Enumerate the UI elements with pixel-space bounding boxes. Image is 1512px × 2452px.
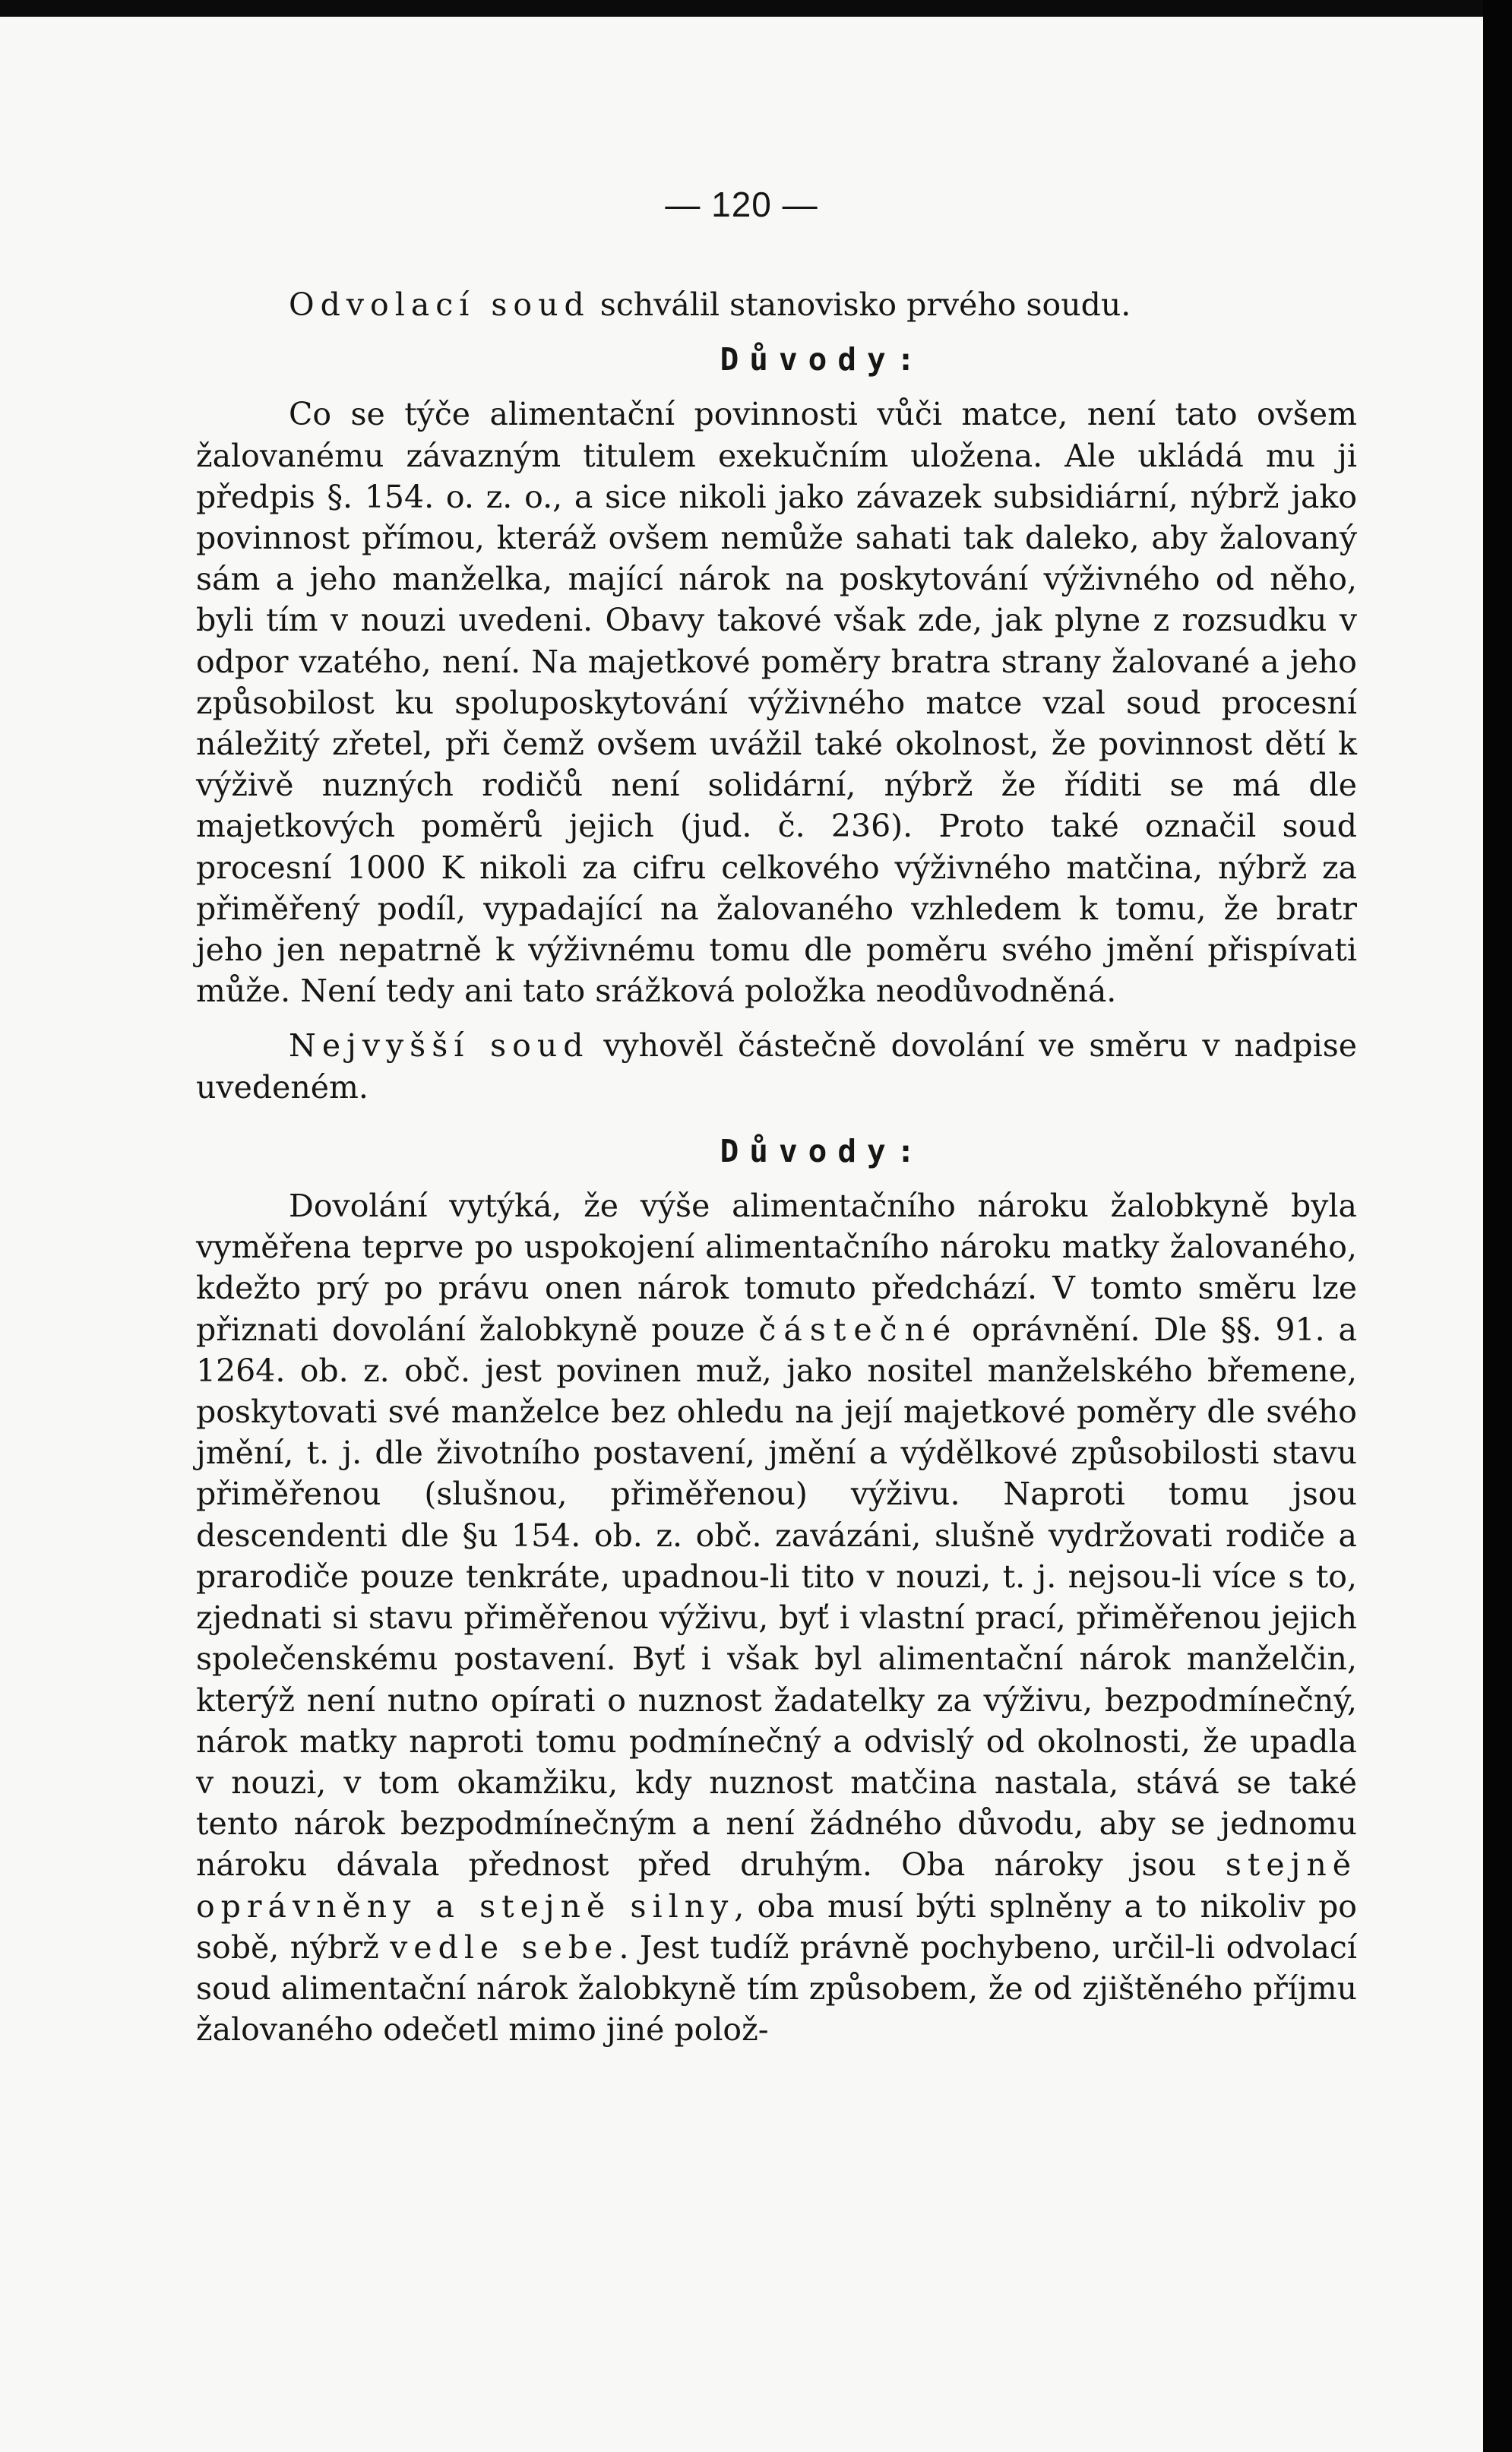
spaced-partial: částečné (758, 1311, 959, 1348)
spaced-side-by-side: vedle sebe (390, 1928, 619, 1966)
reasons-text-2: oprávnění. Dle §§. 91. a 1264. ob. z. obč. jest povinen muž, jako nositel manželského břemene, poskytovati své manželce bez ohledu na její majetkové poměry dle svého jmění, t. j. dle životního postavení, jmění a výdělkové způsobilosti stavu přiměřenou (slušnou, přiměřenou) výživu. Naproti tomu jsou descendenti dle §u 154. ob. z. obč. zavázáni, slušně vydržovati rodiče a prarodiče pouze tenkráte, upadnou-li tito v nouzi, t. j. nejsou-li více s to, zjednati si stavu přiměřenou výživu, byť i vlastní prací, přiměřenou jejich společenskému postavení. Byť i však byl alimentační nárok manželčin, kterýž není nutno opírati o nuznost žadatelky za výživu, bezpodmínečný, nárok matky naproti tomu podmínečný a odvislý od okolnosti, že upadla v nouzi, v tom okamžiku, kdy nuznost matčina nastala, stává se také tento nárok bezpodmínečným a není žádného důvodu, aby se jednomu nároku dávala přednost před druhým. Oba nároky jsou (196, 1311, 1357, 1884)
reasons-heading-1: Důvody: (720, 341, 926, 378)
reasons-text-3: , oba musí býti splněny a to nikoliv po sobě, nýbrž (196, 1887, 1357, 1966)
reasons-text-4: . Jest tudíž právně pochybeno, určil-li odvolací soud alimentační nárok žalobkyně tím způsobem, že od zjištěného příjmu žalovaného odečetl mimo jiné polož- (196, 1928, 1357, 2049)
appeal-reasons-paragraph: Co se týče alimentační povinnosti vůči matce, není tato ovšem žalovanému závazným titulem exekučním uložena. Ale ukládá mu ji předpis §. 154. o. z. o., a sice nikoli jako závazek subsidiární, nýbrž jako povinnost přímou, kteráž ovšem nemůže sahati tak daleko, aby žalovaný sám a jeho manželka, mající nárok na poskytování výživného od něho, byli tím v nouzi uvedeni. Obavy takové však zde, jak plyne z rozsudku v odpor vzatého, není. Na majetkové poměry bratra strany žalované a jeho způsobilost ku spoluposkytování výživného matce vzal soud procesní náležitý zřetel, při čemž ovšem uvážil také okolnost, že povinnost dětí k výživě nuzných rodičů není solidární, nýbrž že říditi se má dle majetkových poměrů jejich (jud. č. 236). Proto také označil soud procesní 1000 K nikoli za cifru celkového výživného matčina, nýbrž za přiměřený podíl, vypadající na žalovaného vzhledem k tomu, že bratr jeho jen nepatrně k výživnému tomu dle poměru svého jmění přispívati může. Není tedy ani tato srážková položka neodůvodněná. (196, 396, 1357, 1010)
supreme-court-paragraph (196, 1025, 1357, 1107)
supreme-court-spaced: Nejvyšší soud (289, 1027, 590, 1065)
page-number: — 120 — (665, 185, 818, 224)
spaced-equal-rights: stejně oprávněny a stejně silny (196, 1846, 1357, 1925)
supreme-court-rest: vyhověl částečně dovolání ve směru v nadpise uvedeném. (196, 1027, 1358, 1106)
scan-border-top (0, 0, 1512, 17)
page-body (196, 284, 1357, 2050)
intro-rest: schválil stanovisko prvého soudu. (590, 286, 1131, 323)
book-page (0, 17, 1483, 2452)
reasons-heading-2: Důvody: (720, 1132, 926, 1169)
supreme-reasons-paragraph (196, 1185, 1357, 2050)
scan-border-right (1483, 0, 1512, 2452)
appeal-court-spaced: Odvolací soud (289, 286, 590, 323)
intro-paragraph (196, 284, 1357, 325)
reasons-text-1: Dovolání vytýká, že výše alimentačního nároku žalobkyně byla vyměřena teprve po uspokojení alimentačního nároku matky žalovaného, kdežto prý po právu onen nárok tomuto předchází. V tomto směru lze přiznati dovolání žalobkyně pouze (196, 1188, 1357, 1348)
